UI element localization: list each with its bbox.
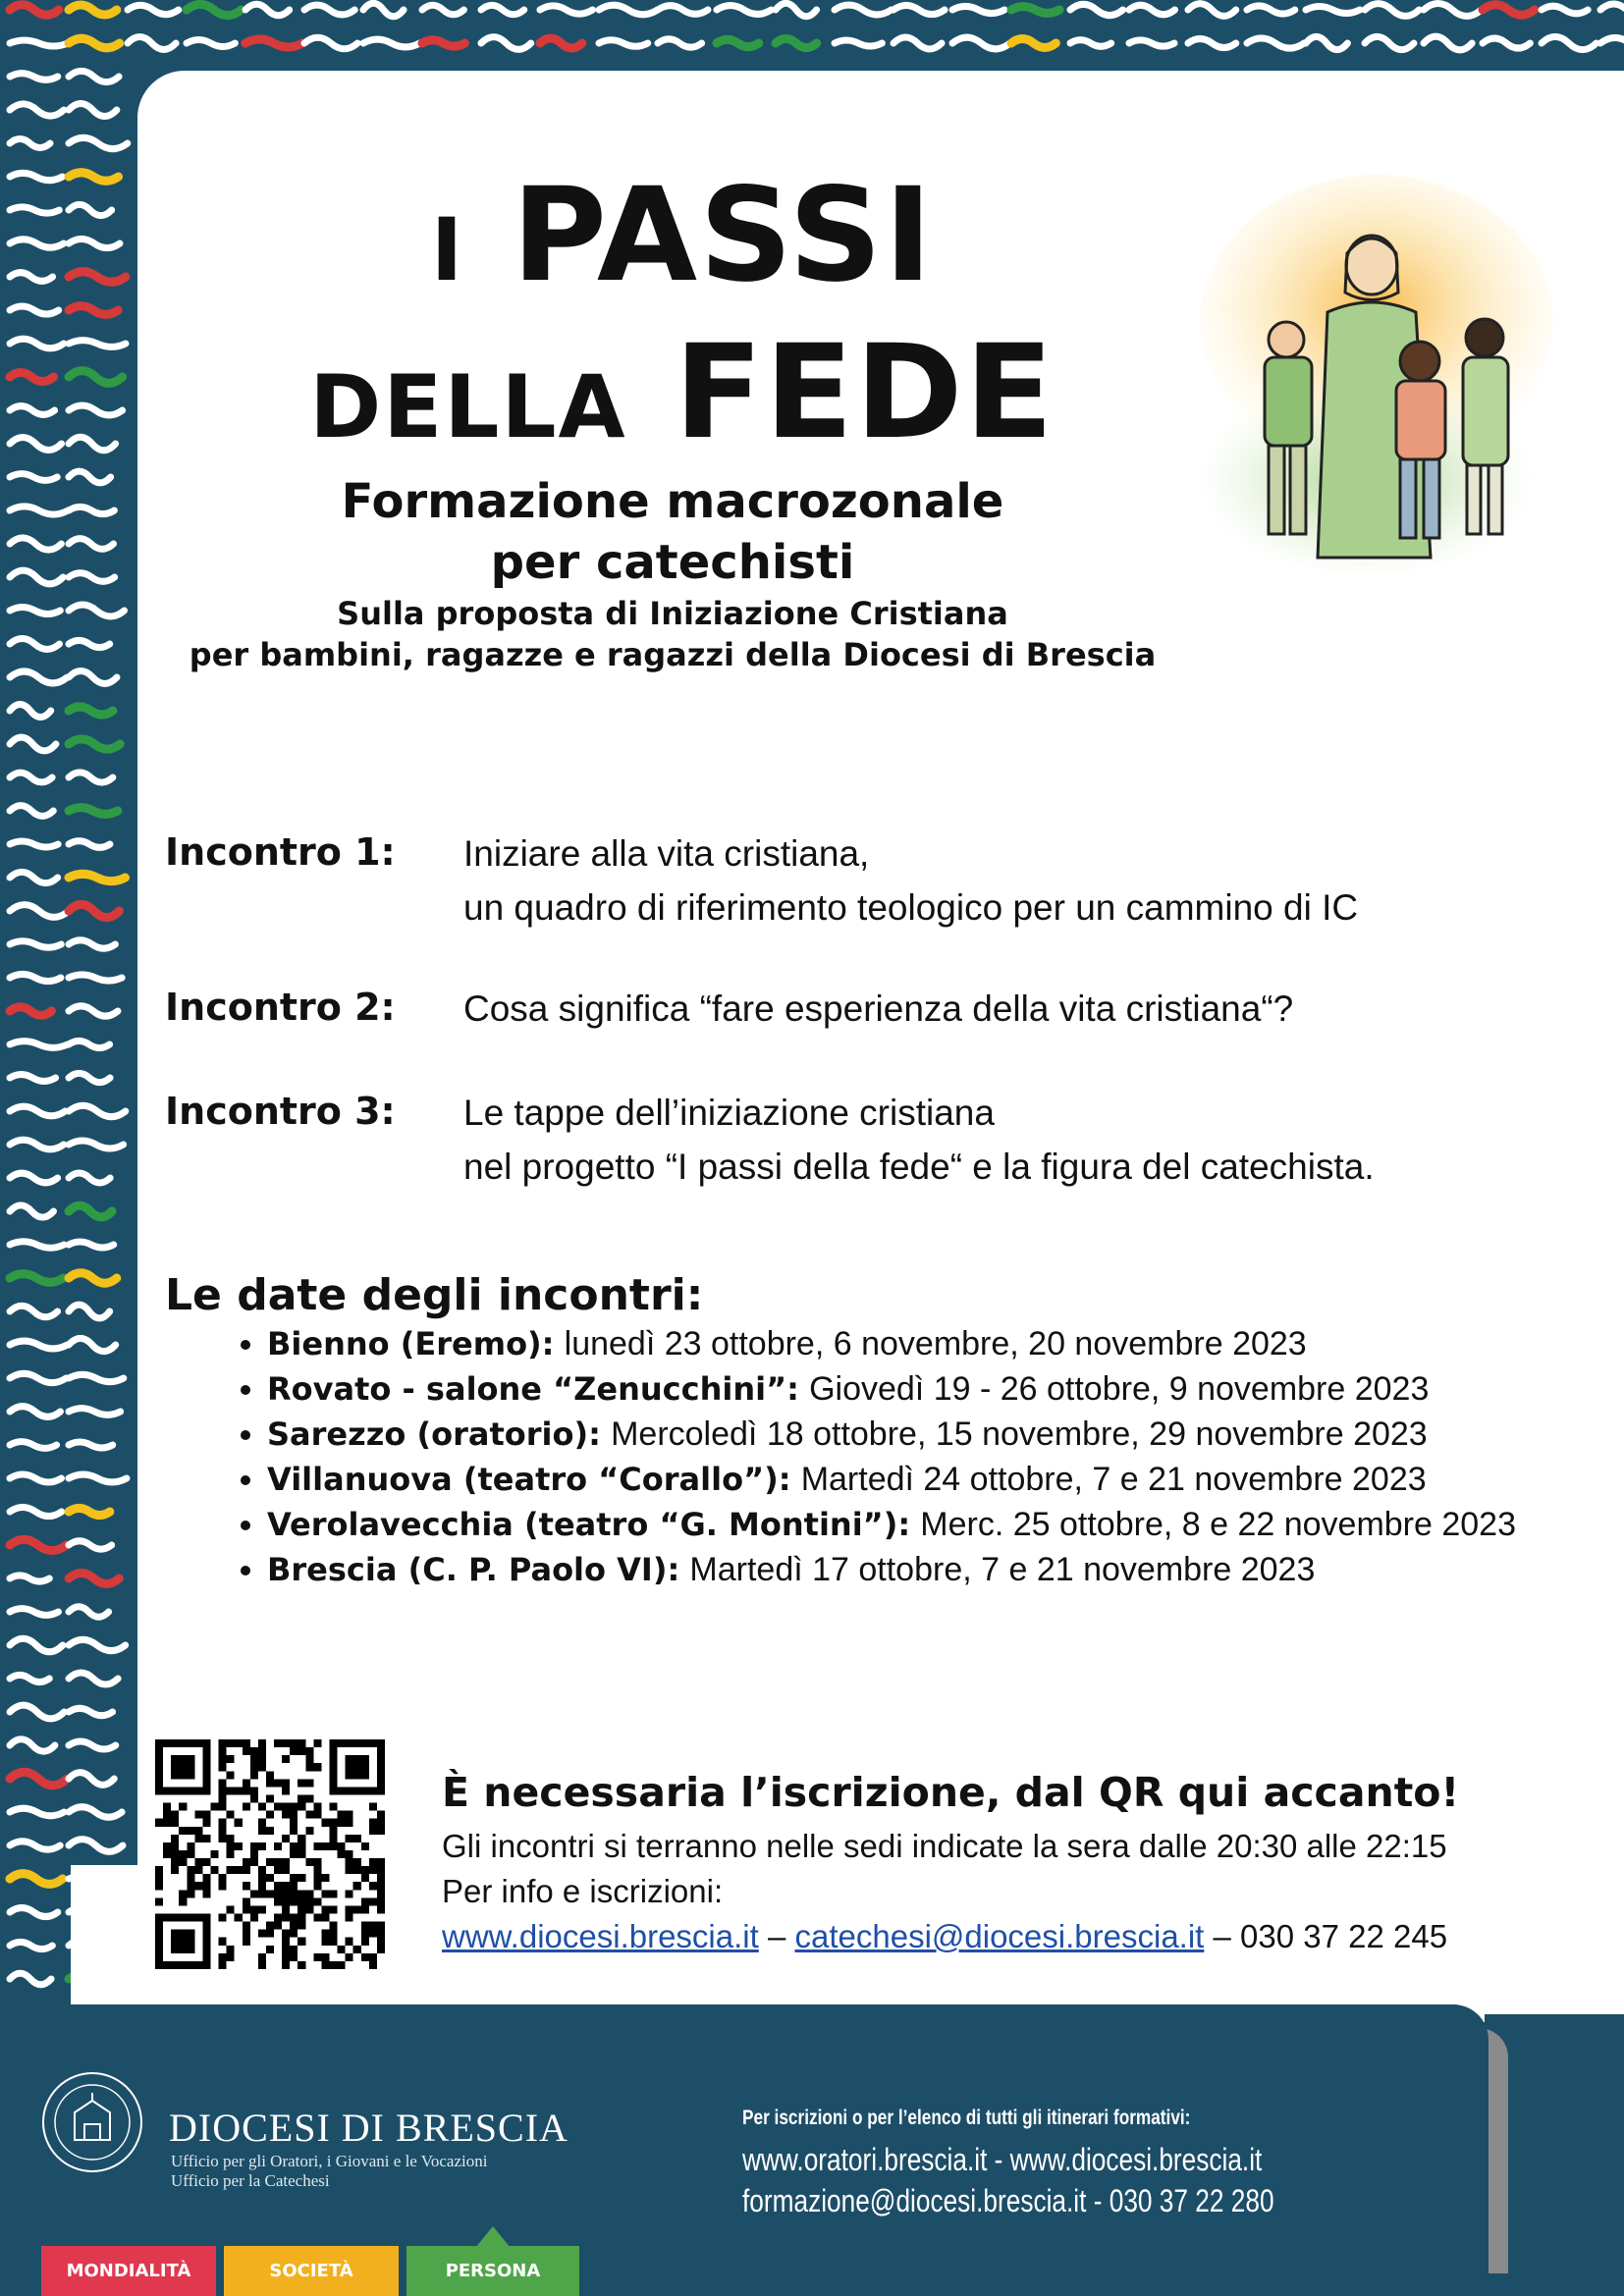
- footer-email-phone[interactable]: formazione@diocesi.brescia.it - 030 37 22 280: [742, 2183, 1274, 2218]
- subtitle-main: Formazione macrozonale per catechisti: [341, 474, 1004, 590]
- tag-persona: PERSONA: [406, 2246, 579, 2296]
- incontro-3-text: Le tappe dell’iniziazione cristiana nel progetto “I passi della fede“ e la figura del catechista.: [463, 1093, 1375, 1187]
- footer-info-heading: Per iscrizioni o per l’elenco di tutti gli itinerari formativi:: [742, 2107, 1191, 2129]
- registration-heading: È necessaria l’iscrizione, dal QR qui accanto!: [442, 1769, 1460, 1816]
- registration-schedule: Gli incontri si terranno nelle sedi indicate la sera dalle 20:30 alle 22:15: [442, 1828, 1447, 1864]
- tag-persona-tab: [406, 2224, 579, 2248]
- office-catechesi: Ufficio per la Catechesi: [171, 2171, 330, 2190]
- office-oratori: Ufficio per gli Oratori, i Giovani e le Vocazioni: [171, 2152, 488, 2170]
- email-link[interactable]: catechesi@diocesi.brescia.it: [794, 1918, 1205, 1954]
- subtitle-secondary: Sulla proposta di Iniziazione Cristiana per bambini, ragazze e ragazzi della Diocesi di Brescia: [189, 595, 1157, 673]
- tag-mondialita: MONDIALITÀ: [41, 2246, 216, 2296]
- tag-societa: SOCIETÀ: [224, 2246, 399, 2296]
- list-item: • Verolavecchia (teatro “G. Montini”): Merc. 25 ottobre, 8 e 22 novembre 2023: [267, 1502, 1516, 1547]
- incontro-3-label: Incontro 3:: [165, 1090, 396, 1133]
- list-item: • Rovato - salone “Zenucchini”: Giovedì 19 - 26 ottobre, 9 novembre 2023: [267, 1366, 1516, 1412]
- list-item: • Brescia (C. P. Paolo VI): Martedì 17 ottobre, 7 e 21 novembre 2023: [267, 1547, 1516, 1592]
- registration-info-label: Per info e iscrizioni:: [442, 1873, 724, 1909]
- diocese-name: DIOCESI DI BRESCIA: [169, 2106, 568, 2150]
- dates-heading: Le date degli incontri:: [165, 1270, 704, 1320]
- page-title-line2: DELLA FEDE: [309, 317, 1056, 468]
- list-item: • Sarezzo (oratorio): Mercoledì 18 ottobre, 15 novembre, 29 novembre 2023: [267, 1412, 1516, 1457]
- incontro-1-text: Iniziare alla vita cristiana, un quadro di riferimento teologico per un cammino di IC: [463, 833, 1359, 928]
- incontro-2-text: Cosa significa “fare esperienza della vita cristiana“?: [463, 988, 1294, 1029]
- jesus-with-children-illustration: [1200, 175, 1553, 587]
- incontro-1-label: Incontro 1:: [165, 830, 396, 874]
- list-item: • Villanuova (teatro “Corallo”): Martedì 24 ottobre, 7 e 21 novembre 2023: [267, 1457, 1516, 1502]
- qr-code[interactable]: [155, 1739, 385, 1969]
- website-link[interactable]: www.diocesi.brescia.it: [442, 1918, 759, 1954]
- registration-contacts: www.diocesi.brescia.it – catechesi@diocesi.brescia.it – 030 37 22 245: [442, 1918, 1448, 1954]
- incontro-2-label: Incontro 2:: [165, 986, 396, 1029]
- diocese-seal-icon: [41, 2071, 143, 2173]
- dates-list: [218, 1321, 1516, 1592]
- list-item: • Bienno (Eremo): lunedì 23 ottobre, 6 novembre, 20 novembre 2023: [267, 1321, 1516, 1366]
- phone-number: – 030 37 22 245: [1204, 1918, 1448, 1954]
- page-title-line1: I PASSI: [430, 160, 935, 311]
- footer-websites[interactable]: www.oratori.brescia.it - www.diocesi.brescia.it: [742, 2142, 1263, 2177]
